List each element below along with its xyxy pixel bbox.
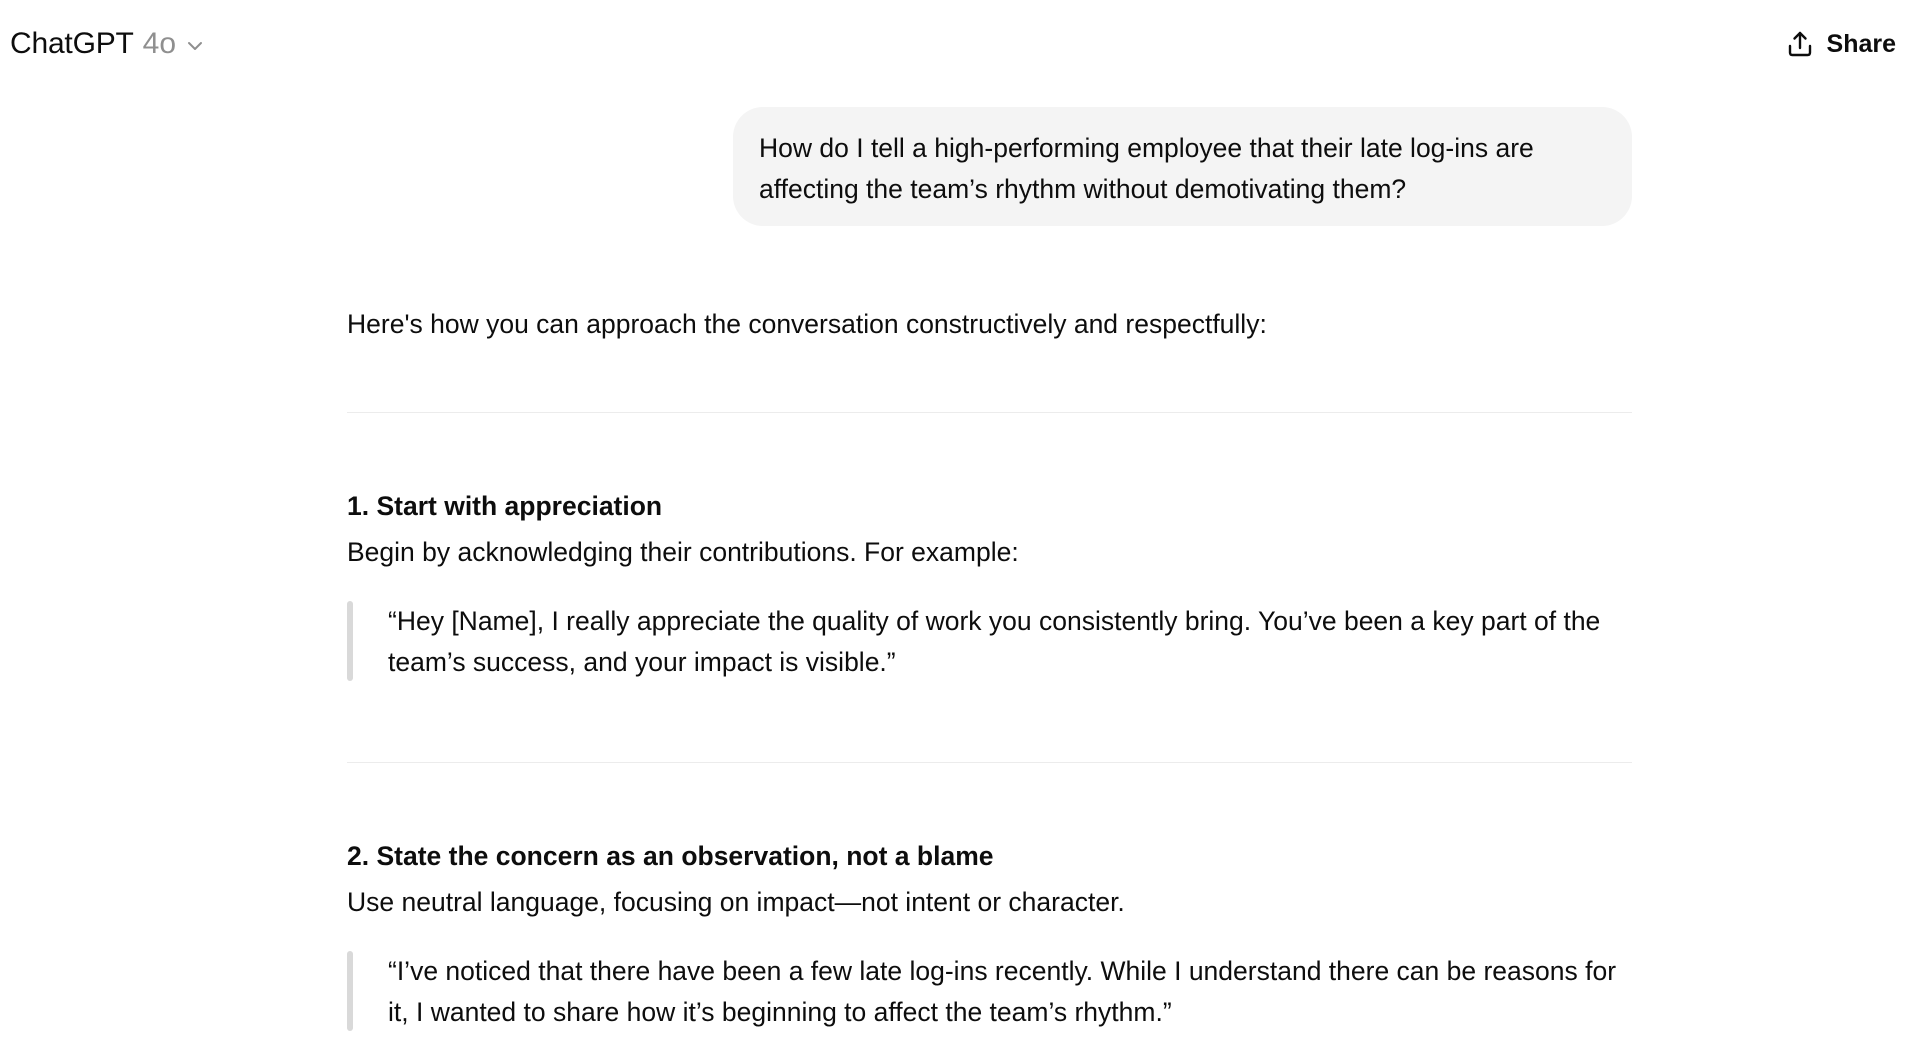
share-button[interactable] — [1777, 22, 1904, 66]
chevron-down-icon — [185, 36, 205, 56]
top-bar — [0, 0, 1920, 88]
blockquote-bar — [347, 601, 353, 681]
user-message-text: How do I tell a high-performing employee that their late log-ins are affecting the team’s rhythm without demotivating them? — [759, 133, 1534, 204]
divider — [347, 412, 1632, 413]
section-heading: 2. State the concern as an observation, not a blame — [347, 841, 994, 871]
section-text: Begin by acknowledging their contributions. For example: — [347, 537, 1019, 567]
blockquote-text: “I’ve noticed that there have been a few late log-ins recently. While I understand there can be reasons for it, I wanted to share how it’s beginning to affect the team’s rhythm.” — [388, 956, 1617, 1027]
blockquote-bar — [347, 951, 353, 1031]
blockquote — [347, 601, 1632, 683]
app-name: ChatGPT — [10, 27, 134, 60]
share-icon — [1785, 29, 1815, 59]
share-label: Share — [1826, 29, 1896, 58]
section-heading: 1. Start with appreciation — [347, 491, 663, 521]
model-selector-button[interactable] — [8, 22, 207, 66]
model-name: 4o — [142, 27, 177, 60]
blockquote — [347, 951, 1632, 1033]
divider — [347, 762, 1632, 763]
blockquote-text: “Hey [Name], I really appreciate the quality of work you consistently bring. You’ve been a key part of the team’s success, and your impact is visible.” — [388, 606, 1601, 677]
section-text: Use neutral language, focusing on impact—not intent or character. — [347, 887, 1125, 917]
assistant-intro-text: Here's how you can approach the conversation constructively and respectfully: — [347, 309, 1267, 339]
user-message-bubble — [733, 107, 1632, 226]
